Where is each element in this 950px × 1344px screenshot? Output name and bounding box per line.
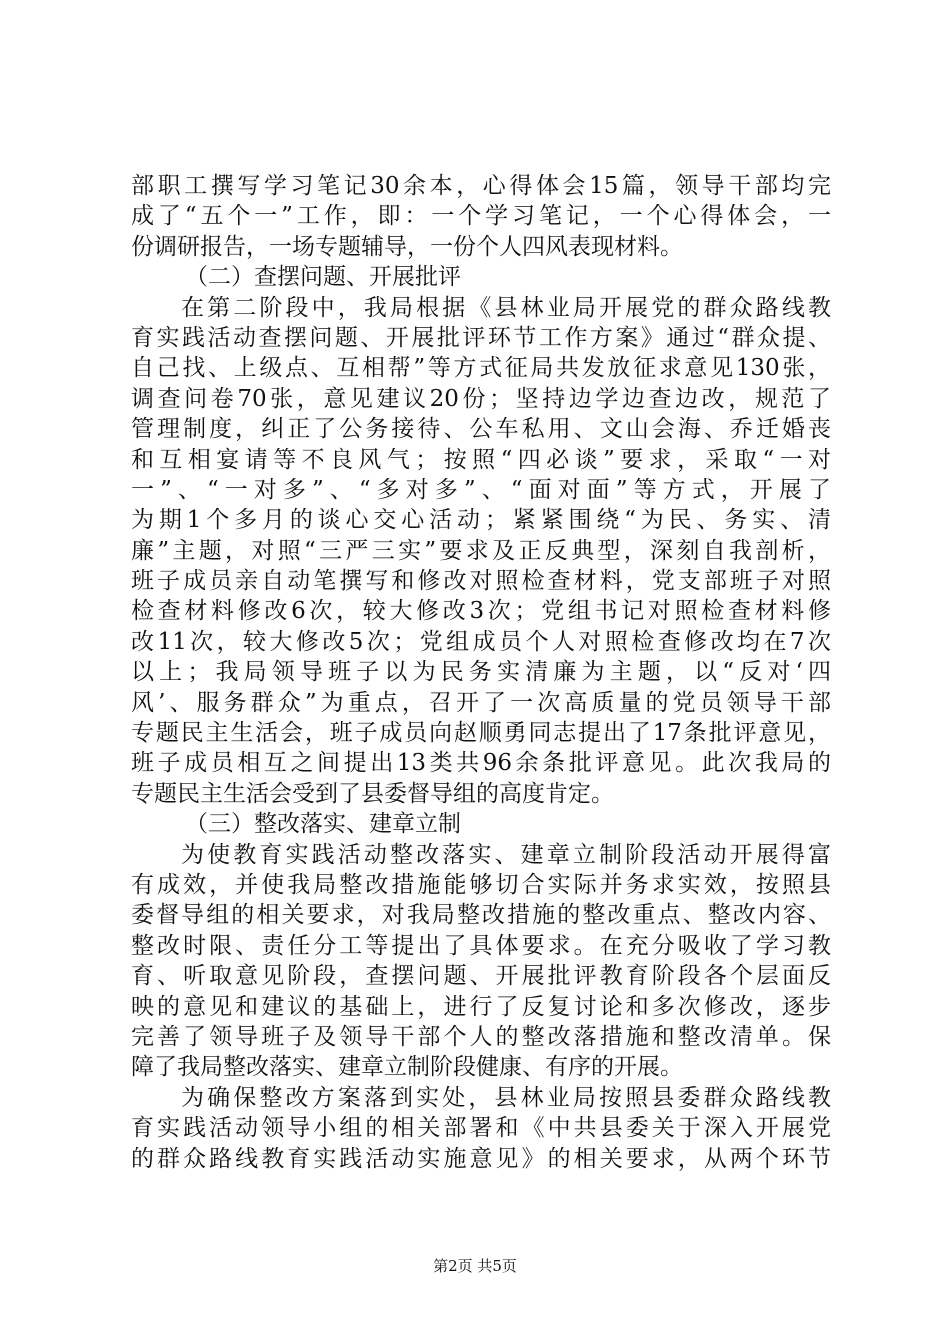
text-line: 育实践活动领导小组的相关部署和《中共县委关于深入开展党 <box>131 1115 831 1142</box>
text-line: 为确保整改方案落到实处，县林业局按照县委群众路线教 <box>181 1084 831 1111</box>
page-number: 第2页 共5页 <box>433 1257 517 1275</box>
text-line: 班子成员亲自动笔撰写和修改对照检查材料，党支部班子对照 <box>131 568 831 595</box>
text-line: 一”、“一对多”、“多对多”、“面对面”等方式，开展了 <box>131 476 831 503</box>
text-line: 成了“五个一”工作，即：一个学习笔记，一个心得体会，一 <box>131 203 831 230</box>
text-line: 为使教育实践活动整改落实、建章立制阶段活动开展得富 <box>181 841 831 868</box>
text-line: 份调研报告，一场专题辅导，一份个人四风表现材料。 <box>131 233 683 260</box>
text-line: 以上；我局领导班子以为民务实清廉为主题，以“反对‘四 <box>131 659 831 686</box>
document-body <box>131 171 831 1174</box>
text-line: 委督导组的相关要求，对我局整改措施的整改重点、整改内容、 <box>131 902 831 929</box>
text-line: 风’、服务群众”为重点，召开了一次高质量的党员领导干部 <box>131 689 831 716</box>
text-line: 部职工撰写学习笔记30余本，心得体会15篇，领导干部均完 <box>131 173 831 199</box>
text-line: 育、听取意见阶段，查摆问题、开展批评教育阶段各个层面反 <box>131 963 831 990</box>
text-line: 整改时限、责任分工等提出了具体要求。在充分吸收了学习教 <box>131 932 831 959</box>
text-line: 在第二阶段中，我局根据《县林业局开展党的群众路线教 <box>181 294 831 321</box>
text-line: 的群众路线教育实践活动实施意见》的相关要求，从两个环节 <box>131 1145 831 1172</box>
text-line: 班子成员相互之间提出13类共96余条批评意见。此次我局的 <box>131 750 831 777</box>
text-line: 检查材料修改6次，较大修改3次；党组书记对照检查材料修 <box>131 598 831 625</box>
text-line: 自己找、上级点、互相帮”等方式征局共发放征求意见130张， <box>131 355 831 382</box>
text-line: 为期1个多月的谈心交心活动；紧紧围绕“为民、务实、清 <box>131 507 831 534</box>
text-line: 廉”主题，对照“三严三实”要求及正反典型，深刻自我剖析， <box>131 537 831 564</box>
text-line: 障了我局整改落实、建章立制阶段健康、有序的开展。 <box>131 1054 683 1081</box>
text-line: 专题民主生活会受到了县委督导组的高度肯定。 <box>131 780 614 807</box>
section-heading: （二）查摆问题、开展批评 <box>185 264 461 291</box>
text-line: 育实践活动查摆问题、开展批评环节工作方案》通过“群众提、 <box>131 324 831 351</box>
text-line: 调查问卷70张，意见建议20份；坚持边学边查边改，规范了 <box>131 385 831 412</box>
text-line: 有成效，并使我局整改措施能够切合实际并务求实效，按照县 <box>131 871 831 898</box>
text-line: 管理制度，纠正了公务接待、公车私用、文山会海、乔迁婚丧 <box>131 416 831 443</box>
section-heading: （三）整改落实、建章立制 <box>185 811 461 838</box>
text-line: 和互相宴请等不良风气；按照“四必谈”要求，采取“一对 <box>131 446 831 473</box>
text-line: 改11次，较大修改5次；党组成员个人对照检查修改均在7次 <box>131 628 831 655</box>
text-line: 映的意见和建议的基础上，进行了反复讨论和多次修改，逐步 <box>131 993 831 1020</box>
text-line: 完善了领导班子及领导干部个人的整改落措施和整改清单。保 <box>131 1023 831 1050</box>
text-line: 专题民主生活会，班子成员向赵顺勇同志提出了17条批评意见， <box>131 720 831 747</box>
